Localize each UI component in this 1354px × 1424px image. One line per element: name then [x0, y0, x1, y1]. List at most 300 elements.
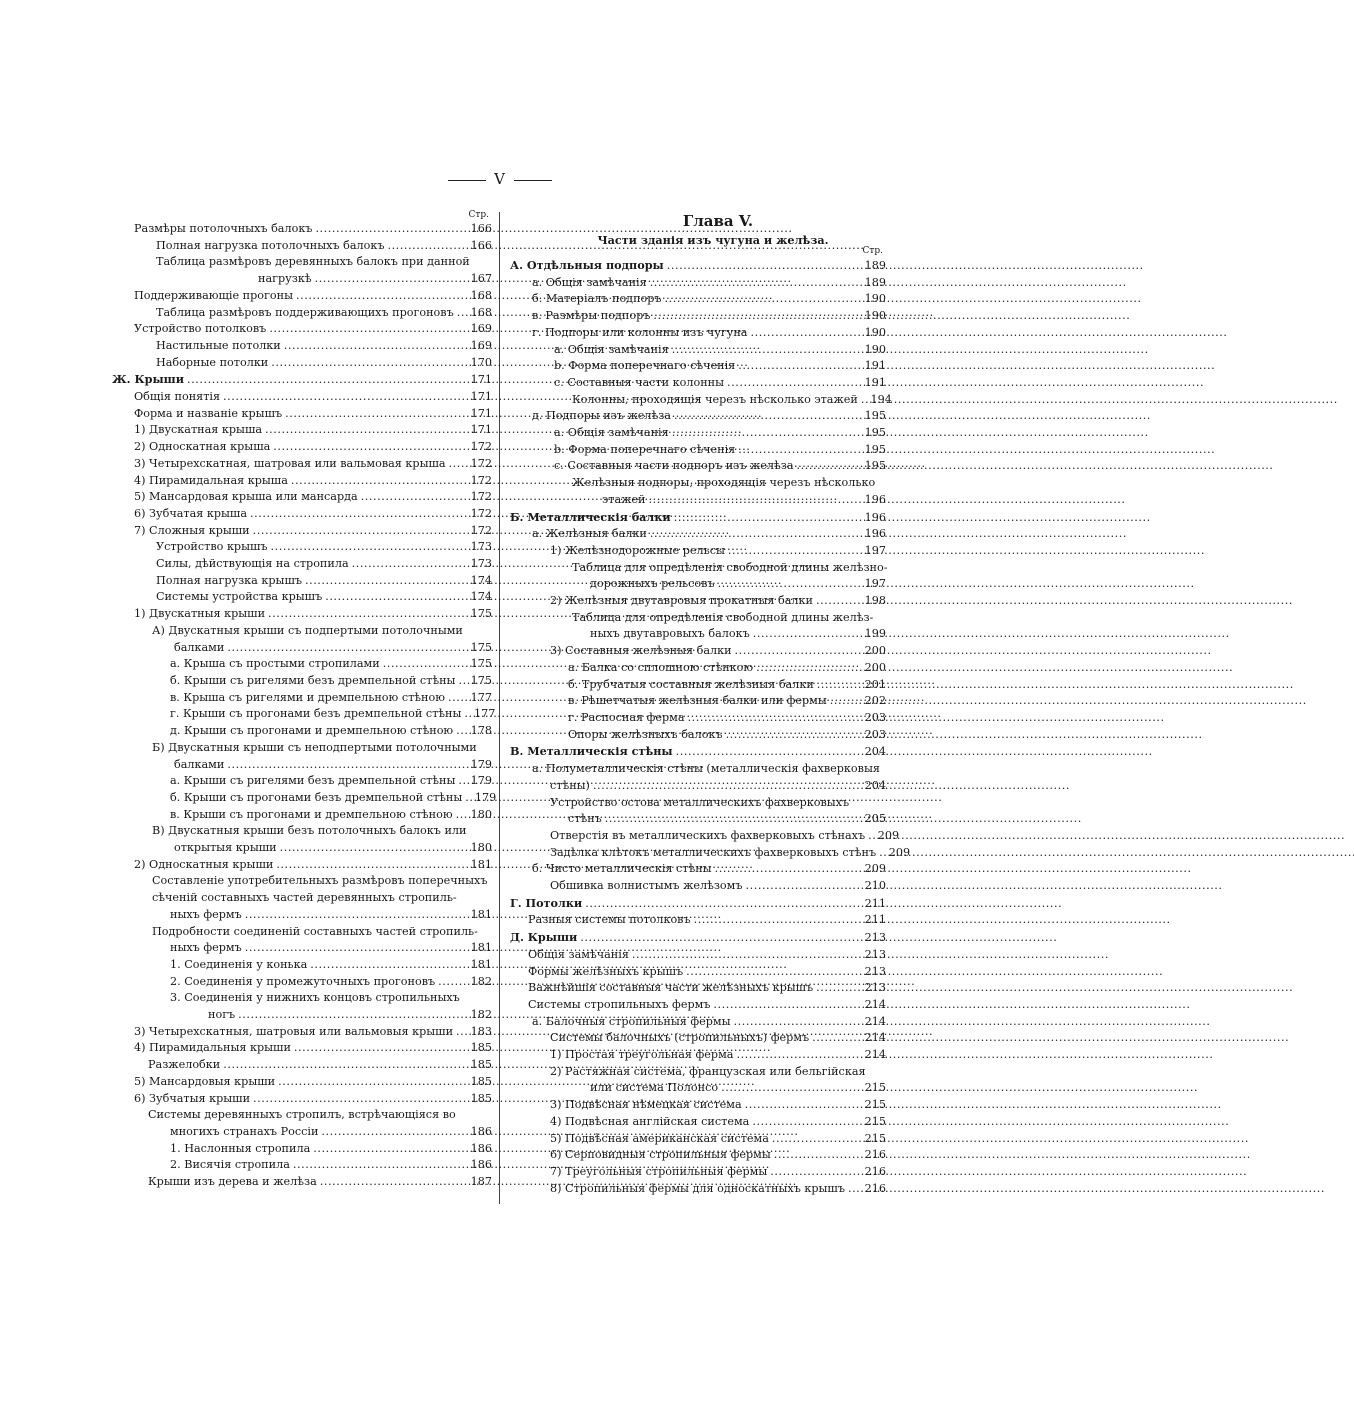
toc-entry-text: Отдѣльныя подпоры: [526, 258, 664, 272]
toc-entry-text: Общія замѣчанія: [528, 947, 629, 961]
toc-entry-label: [170, 990, 460, 1007]
dot-leader: [667, 258, 861, 275]
toc-entry-text: Общія замѣчанія: [567, 426, 669, 440]
dot-leader: [713, 997, 861, 1014]
toc-entry-text: Полная нагрузка крышъ: [156, 573, 302, 587]
toc-entry: [510, 1097, 886, 1114]
toc-entry-text: Устройство крышъ: [156, 540, 268, 554]
toc-entry-text: Разжелобки: [148, 1058, 221, 1072]
toc-entry-page: 180: [470, 807, 492, 821]
toc-entry-text: Желѣзныя двутавровыя прокатныя балки: [565, 594, 813, 608]
toc-entry-text: сѣченій составныхъ частей деревянныхъ стропиль-: [152, 891, 457, 905]
toc-entry-text: Подпоры или колонны изъ чугуна: [544, 325, 748, 339]
dot-leader: [770, 1164, 861, 1181]
page-column-label: Стр.: [862, 246, 883, 256]
toc-entry-page: 191: [864, 375, 886, 389]
toc-entry-number: 3): [550, 644, 566, 658]
toc-entry-label: [528, 912, 691, 929]
toc-entry-number: 1): [134, 607, 150, 621]
toc-entry-text: Балочныя стропильныя фермы: [545, 1014, 731, 1028]
dot-leader: [464, 706, 470, 723]
toc-entry-number: 3): [134, 456, 150, 470]
dot-leader: [276, 857, 467, 874]
toc-entry-text: стѣны): [550, 778, 590, 792]
toc-entry-text: балками: [174, 757, 225, 771]
toc-entry-page: 180: [470, 841, 492, 855]
toc-entry: [510, 425, 886, 442]
toc-entry-label: [568, 677, 814, 694]
toc-entry-text: Таблица для опредѣленія свободной длины желѣзно-: [572, 560, 888, 574]
toc-entry-label: [134, 422, 262, 439]
dot-leader: [265, 422, 467, 439]
dot-leader: [456, 723, 467, 740]
toc-entry-label: [602, 492, 646, 509]
toc-entry-label: [550, 1147, 771, 1164]
toc-entry-label: [568, 727, 723, 744]
toc-entry: [112, 439, 492, 456]
toc-entry-text: Подпоры изъ желѣза: [546, 409, 671, 423]
toc-entry-page: 172: [470, 506, 492, 520]
toc-entry-text: Составныя части подпоръ изъ желѣза: [567, 459, 794, 473]
toc-entry-label: [112, 371, 184, 389]
toc-entry: [510, 912, 886, 929]
toc-entry-number: 7): [134, 523, 150, 537]
toc-entry-page: 201: [864, 677, 886, 691]
toc-entry-text: Колонны, проходящія черезъ нѣсколько этажей: [572, 392, 858, 406]
dot-leader: [817, 677, 861, 694]
toc-entry-page: 187: [470, 1175, 492, 1189]
toc-entry-page: 190: [864, 292, 886, 306]
toc-entry-page: 205: [864, 812, 886, 826]
dot-leader: [686, 964, 861, 981]
toc-entry-number: c.: [554, 375, 568, 389]
toc-entry: [112, 940, 492, 957]
toc-entry: [510, 1064, 886, 1081]
toc-entry-number: г.: [170, 707, 183, 721]
toc-entry-text: Трубчатыя составныя желѣзныя балки: [581, 677, 814, 691]
dot-leader: [253, 1091, 467, 1108]
toc-entry-text: Металлическія балки: [527, 509, 671, 524]
toc-entry-label: [170, 706, 461, 723]
toc-entry-label: [550, 878, 743, 895]
toc-entry: [112, 690, 492, 707]
toc-entry-text: балками: [174, 640, 225, 654]
toc-entry-page: 215: [864, 1114, 886, 1128]
toc-entry-text: или система Полонсо: [590, 1081, 719, 1095]
toc-entry-number: Ж.: [112, 372, 135, 387]
toc-entry-text: Опоры желѣзныхъ балокъ: [568, 727, 723, 741]
dot-leader: [310, 957, 467, 974]
dot-leader: [718, 576, 861, 593]
toc-entry: [510, 743, 886, 761]
toc-entry-text: Системы балочныхъ (стропильныхъ) фермъ: [550, 1031, 810, 1045]
toc-entry-text: Серповидныя стропильныя фермы: [565, 1148, 771, 1162]
dot-leader: [305, 573, 467, 590]
toc-entry: [112, 656, 492, 673]
toc-entry: [112, 456, 492, 473]
dot-leader: [726, 727, 861, 744]
dot-leader: [721, 1080, 861, 1097]
dot-leader: [361, 489, 467, 506]
toc-entry: [112, 1124, 492, 1141]
toc-entry-label: [528, 947, 629, 964]
toc-entry-label: [134, 857, 273, 874]
toc-entry-number: 5): [134, 1074, 150, 1088]
dot-leader: [593, 778, 861, 795]
toc-entry: [510, 1047, 886, 1064]
toc-entry-label: [590, 576, 715, 593]
toc-entry-page: 198: [864, 594, 886, 608]
toc-entry-text: Металлическія стѣны: [527, 744, 673, 759]
toc-entry: [510, 997, 886, 1014]
dot-leader: [676, 744, 861, 761]
toc-entry-label: [152, 623, 463, 640]
toc-entry-number: 3.: [170, 991, 185, 1005]
toc-entry-label: [510, 895, 582, 913]
dot-leader: [465, 790, 471, 807]
toc-entry: [112, 573, 492, 590]
toc-entry-number: г.: [532, 325, 545, 339]
toc-entry-label: [134, 523, 250, 540]
toc-entry-page: 177: [470, 690, 492, 704]
toc-entry-page: 168: [470, 305, 492, 319]
dot-leader: [756, 660, 861, 677]
dot-leader: [278, 1074, 467, 1091]
toc-entry-page: 186: [470, 1124, 492, 1138]
toc-entry-label: [550, 778, 590, 795]
dot-leader: [774, 1147, 861, 1164]
toc-entry: [112, 1007, 492, 1024]
toc-entry-text: Составныя желѣзныя балки: [565, 644, 732, 658]
dot-leader: [868, 828, 874, 845]
toc-entry-page: 179: [470, 757, 492, 771]
dot-leader: [752, 1114, 861, 1131]
toc-entry-number: b.: [554, 442, 569, 456]
toc-entry-text: Подвѣсная нѣмецкая система: [565, 1098, 742, 1112]
dot-leader: [320, 1174, 467, 1191]
toc-entry-page: 216: [864, 1181, 886, 1195]
toc-entry-label: [170, 1157, 290, 1174]
toc-entry-text: Полуметаллическія стѣны (металлическія фахверковыя: [545, 762, 880, 776]
toc-entry-label: [170, 723, 453, 740]
toc-entry-page: 181: [470, 941, 492, 955]
dot-leader: [238, 1007, 467, 1024]
toc-entry-page: 213: [864, 981, 886, 995]
toc-entry-number: 6): [134, 506, 150, 520]
toc-entry: [510, 947, 886, 964]
toc-entry-number: a.: [554, 426, 568, 440]
toc-entry-number: 2.: [170, 1158, 185, 1172]
toc-entry-page: 175: [470, 640, 492, 654]
toc-entry-page: 216: [864, 1148, 886, 1162]
page-roman-numeral: V: [494, 170, 506, 188]
toc-entry-text: Желѣзныя подпоры, проходящія черезъ нѣсколько: [572, 476, 876, 490]
toc-entry-text: Крыши съ прогонами безъ дремпельной стѣны: [182, 707, 462, 721]
toc-entry-text: дорожныхъ рельсовъ: [590, 577, 715, 591]
toc-entry-page: 214: [864, 1031, 886, 1045]
toc-entry-number: в.: [170, 807, 184, 821]
toc-entry: [510, 1114, 886, 1131]
toc-entry-label: [134, 473, 288, 490]
dot-leader: [313, 1141, 467, 1158]
toc-entry-text: Подробности соединеній составныхъ частей стропиль-: [152, 924, 478, 938]
dot-leader: [674, 510, 861, 527]
toc-entry-page: 177: [474, 707, 496, 721]
toc-entry: [112, 757, 492, 774]
toc-entry-label: [170, 940, 242, 957]
toc-entry-page: 215: [864, 1098, 886, 1112]
dot-leader: [688, 710, 861, 727]
toc-entry-number: a.: [568, 660, 582, 674]
toc-entry-label: [550, 795, 849, 812]
dot-leader: [253, 523, 467, 540]
dot-leader: [325, 589, 467, 606]
toc-entry-page: 189: [864, 259, 886, 272]
toc-entry: [510, 593, 886, 610]
toc-entry-page: 179: [470, 774, 492, 788]
toc-entry-page: 215: [864, 1081, 886, 1095]
toc-entry: [510, 509, 886, 527]
dot-leader: [694, 912, 861, 929]
toc-entry-label: [134, 389, 220, 406]
toc-entry: [112, 606, 492, 623]
toc-entry: [112, 1107, 492, 1124]
chapter-subtitle: Части зданія изъ чугуна и желѣза.: [597, 233, 829, 247]
toc-entry-number: В): [152, 824, 169, 838]
toc-entry-label: [170, 807, 453, 824]
toc-entry-label: [148, 1174, 317, 1191]
dot-leader: [650, 526, 861, 543]
toc-entry-label: [156, 254, 470, 271]
toc-entry-label: [156, 338, 281, 355]
toc-entry-text: Треугольныя стропильныя фермы: [565, 1164, 768, 1178]
toc-entry-text: Пирамидальныя крыши: [149, 1041, 291, 1055]
dot-leader: [315, 221, 467, 238]
toc-entry-text: Мансардовая крыша или мансарда: [149, 490, 358, 504]
toc-entry: [510, 275, 886, 292]
toc-entry-page: 200: [864, 644, 886, 658]
toc-entry-page: 195: [864, 426, 886, 440]
toc-entry-label: [532, 308, 650, 325]
dot-leader: [848, 1181, 861, 1198]
toc-entry-label: [170, 673, 455, 690]
toc-entry-text: Сложныя крыши: [149, 523, 250, 537]
toc-entry-page: 190: [864, 342, 886, 356]
toc-entry-text: Отверстія въ металлическихъ фахверковыхъ стѣнахъ: [550, 828, 866, 842]
toc-entry-page: 175: [470, 673, 492, 687]
toc-entry-label: [568, 710, 685, 727]
toc-entry-label: [156, 355, 268, 372]
toc-entry: [510, 980, 886, 997]
toc-entry-page: 196: [864, 510, 886, 524]
toc-entry-number: Б.: [510, 509, 528, 524]
toc-entry-label: [550, 643, 732, 660]
toc-entry-text: Пирамидальная крыша: [149, 473, 288, 487]
toc-entry: [112, 790, 497, 807]
toc-entry-text: Односкатная крыша: [149, 440, 271, 454]
toc-entry-label: [148, 1057, 220, 1074]
toc-entry-text: Желѣзныя балки: [545, 527, 647, 541]
dot-leader: [448, 690, 467, 707]
dot-leader: [187, 372, 467, 389]
toc-entry-number: c.: [554, 459, 568, 473]
toc-entry: [510, 375, 886, 392]
toc-entry-text: Двускатныя крыши безъ потолочныхъ балокъ или: [168, 824, 467, 838]
toc-entry: [112, 807, 492, 824]
dot-leader: [456, 807, 467, 824]
page-header: [0, 170, 1000, 188]
toc-entry-text: Стропильныя фермы для односкатныхъ крышъ: [565, 1181, 845, 1195]
toc-entry: [112, 957, 492, 974]
dot-leader: [753, 626, 861, 643]
toc-entry-text: Общія понятія: [134, 390, 221, 404]
toc-entry-page: 182: [470, 1008, 492, 1022]
toc-entry-text: Зубчатая крыша: [149, 506, 248, 520]
toc-entry-text: Соединенія у нижнихъ концовъ стропильныхъ: [184, 991, 460, 1005]
toc-entry-number: г.: [568, 710, 581, 724]
toc-entry-label: [170, 690, 445, 707]
toc-entry: [112, 890, 492, 907]
dot-leader: [284, 338, 467, 355]
toc-entry-label: [170, 790, 462, 807]
toc-entry-number: 4): [134, 1041, 150, 1055]
toc-entry-number: 1): [550, 543, 566, 557]
toc-entry-label: [554, 342, 669, 359]
toc-entry-text: Настильные потолки: [156, 338, 281, 352]
toc-entry: [510, 778, 886, 795]
toc-entry-number: 2): [134, 857, 150, 871]
toc-entry-text: Форма и названіе крышъ: [134, 406, 283, 420]
toc-entry-page: 172: [470, 490, 492, 504]
toc-entry-page: 181: [470, 907, 492, 921]
toc-entry: [112, 556, 492, 573]
toc-entry-label: [148, 1107, 456, 1124]
toc-entry-text: Размѣры подпоръ: [545, 309, 651, 323]
dot-leader: [735, 643, 861, 660]
toc-entry-number: b.: [554, 359, 569, 373]
toc-entry: [112, 238, 492, 255]
toc-entry-label: [550, 593, 813, 610]
toc-entry-text: Крыши съ прогонами и дремпельною стѣною: [184, 724, 454, 738]
toc-entry-label: [156, 556, 349, 573]
toc-entry-page: 186: [470, 1141, 492, 1155]
toc-entry-label: [174, 757, 224, 774]
dot-leader: [797, 458, 862, 475]
toc-entry-number: А.: [510, 258, 527, 272]
header-dash-right: [514, 180, 552, 181]
toc-entry-label: [532, 1014, 730, 1031]
toc-entry-text: Потолки: [525, 895, 583, 910]
toc-entry-text: Односкатныя крыши: [149, 857, 274, 871]
toc-entry: [112, 1174, 492, 1191]
toc-entry-page: 200: [864, 660, 886, 674]
toc-entry-text: Соединенія у конька: [184, 957, 308, 971]
toc-entry-label: [170, 656, 380, 673]
toc-entry-label: [510, 257, 664, 275]
toc-entry-label: [170, 974, 435, 991]
toc-entry-label: [156, 539, 268, 556]
toc-entry-page: 194: [870, 392, 892, 406]
toc-entry-page: 182: [470, 974, 492, 988]
toc-entry-text: Системы деревянныхъ стропилъ, встрѣчающіяся во: [148, 1108, 456, 1122]
toc-entry-page: 171: [470, 373, 492, 387]
toc-entry-text: Мансардовыя крыши: [149, 1074, 276, 1088]
toc-entry-page: 216: [864, 1164, 886, 1178]
toc-entry-label: [152, 740, 477, 757]
toc-entry-page: 190: [864, 325, 886, 339]
dot-leader: [458, 773, 467, 790]
toc-entry-page: 173: [470, 540, 492, 554]
dot-leader: [674, 408, 861, 425]
toc-entry-text: Растяжная система, французская или бельгійская: [565, 1064, 866, 1078]
toc-entry: [510, 1014, 886, 1031]
dot-leader: [250, 506, 467, 523]
toc-entry-number: 6): [550, 1148, 566, 1162]
toc-entry-text: Двускатная крыша: [149, 423, 263, 437]
toc-entry-label: [532, 526, 647, 543]
toc-entry-text: Размѣры потолочныхъ балокъ: [134, 222, 313, 235]
toc-entry: [112, 873, 492, 890]
toc-entry: [112, 823, 492, 840]
toc-entry-text: многихъ странахъ Россіи: [170, 1124, 319, 1138]
dot-leader: [665, 291, 861, 308]
toc-entry-label: [532, 861, 712, 878]
toc-entry-text: Балка со сплошною стѣнкою: [581, 660, 754, 674]
toc-entry-number: Д.: [510, 930, 528, 945]
toc-entry: [112, 338, 492, 355]
toc-entry-text: Четырехскатныя, шатровыя или вальмовыя крыши: [149, 1024, 454, 1038]
dot-leader: [738, 358, 861, 375]
toc-entry: [510, 560, 886, 577]
dot-leader: [291, 473, 467, 490]
toc-entry: [510, 677, 886, 694]
toc-entry: [112, 523, 492, 540]
toc-entry: [112, 271, 492, 288]
toc-entry-page: 203: [864, 710, 886, 724]
toc-entry: [112, 589, 492, 606]
toc-entry-number: 1.: [170, 957, 185, 971]
toc-entry: [112, 1091, 492, 1108]
toc-entry: [510, 710, 886, 727]
toc-entry-number: б.: [532, 292, 546, 306]
toc-entry-text: Зубчатыя крыши: [149, 1091, 251, 1105]
toc-entry: [510, 358, 886, 375]
toc-entry: [510, 828, 900, 845]
toc-entry: [112, 857, 492, 874]
toc-entry-page: 179: [474, 790, 497, 804]
toc-entry-label: [156, 305, 454, 322]
dot-leader: [268, 606, 467, 623]
toc-entry-label: [532, 408, 671, 425]
toc-entry-label: [572, 392, 858, 409]
dot-leader: [296, 288, 467, 305]
toc-entry-page: 170: [470, 355, 492, 369]
toc-entry-label: [528, 964, 683, 981]
dot-leader: [456, 1024, 467, 1041]
toc-entry-text: Форма поперечнаго сѣченія: [568, 359, 736, 373]
dot-leader: [653, 308, 861, 325]
toc-entry-text: Крыши съ прогонами безъ дремпельной стѣны: [183, 790, 463, 804]
toc-entry-page: 189: [864, 275, 886, 289]
dot-leader: [269, 321, 467, 338]
toc-entry-text: Распосная ферма: [580, 710, 685, 724]
toc-entry-page: 175: [470, 657, 492, 671]
toc-list-right: [510, 257, 911, 1197]
toc-entry-number: д.: [532, 409, 547, 423]
toc-entry-label: [528, 997, 710, 1014]
toc-entry: [510, 442, 886, 459]
toc-entry-label: [532, 325, 747, 342]
